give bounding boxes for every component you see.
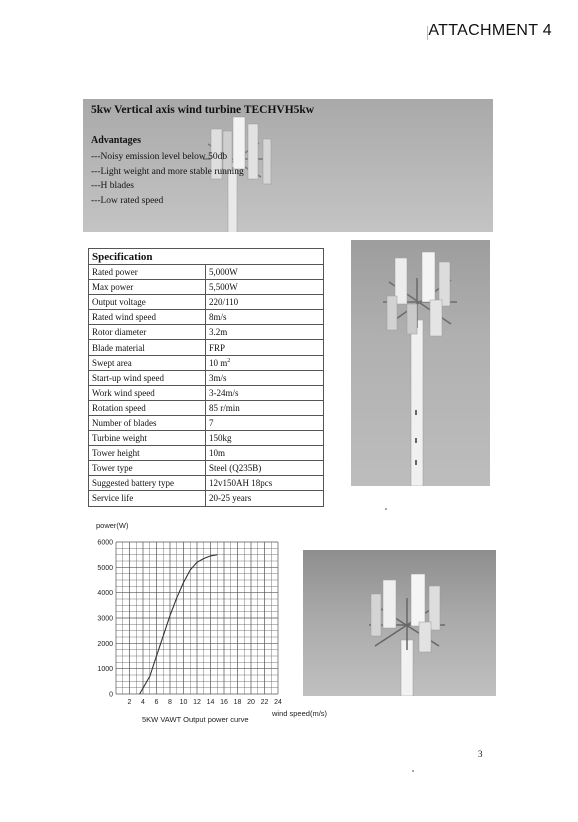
- spec-row: [89, 280, 324, 295]
- spec-value-text: 150kg: [209, 433, 232, 444]
- advantage-item: ---Light weight and more stable running: [91, 166, 244, 177]
- turbine-closeup-image: [303, 550, 496, 696]
- advantage-item: ---H blades: [91, 181, 134, 191]
- spec-row: [89, 340, 324, 355]
- spec-value: [206, 355, 324, 370]
- spec-value: [206, 265, 324, 280]
- spec-value: [206, 491, 324, 506]
- chart-grid: [116, 542, 278, 694]
- y-tick-label: 0: [109, 691, 113, 699]
- x-tick-label: 4: [141, 699, 145, 706]
- specification-heading: Specification: [89, 249, 324, 265]
- spec-value: [206, 310, 324, 325]
- spec-key: Output voltage: [89, 295, 206, 310]
- spec-key: Work wind speed: [89, 385, 206, 400]
- y-tick-label: 5000: [97, 564, 113, 572]
- spec-value-superscript: 2: [227, 357, 231, 364]
- spec-value: [206, 370, 324, 385]
- scan-speck: [412, 770, 414, 772]
- spec-key: Tower height: [89, 446, 206, 461]
- spec-row: [89, 461, 324, 476]
- spec-row: [89, 295, 324, 310]
- spec-key: Swept area: [89, 355, 206, 370]
- turbine-photo-closeup: [303, 550, 496, 696]
- x-tick-label: 12: [193, 699, 201, 706]
- spec-value-text: 3-24m/s: [209, 387, 239, 398]
- x-tick-label: 6: [154, 699, 159, 706]
- spec-value: [206, 280, 324, 295]
- spec-value: [206, 415, 324, 430]
- x-tick-label: 18: [233, 699, 242, 706]
- turbine-photo-tower: [351, 240, 490, 486]
- spec-value: [206, 431, 324, 446]
- spec-value-text: 10m: [209, 448, 226, 459]
- advantage-item: ---Low rated speed: [91, 195, 164, 206]
- x-tick-label: 24: [274, 699, 282, 706]
- x-tick-label: 20: [247, 699, 255, 706]
- product-title: 5kw Vertical axis wind turbine TECHVH5kw: [91, 104, 315, 116]
- spec-value-text: 10 m: [209, 357, 228, 368]
- spec-row: [89, 491, 324, 506]
- spec-key: Turbine weight: [89, 431, 206, 446]
- spec-value-text: 5,500W: [209, 282, 238, 293]
- spec-value: [206, 461, 324, 476]
- advantages-heading: Advantages: [91, 135, 142, 146]
- x-tick-label: 16: [220, 699, 228, 706]
- specification-body: [89, 265, 324, 507]
- spec-value-text: 8m/s: [209, 312, 227, 323]
- attachment-label: ATTACHMENT 4: [428, 22, 552, 39]
- y-axis-label: power(W): [96, 521, 129, 530]
- spec-value-text: 3.2m: [209, 327, 228, 338]
- spec-row: [89, 385, 324, 400]
- x-tick-labels: [128, 699, 282, 706]
- spec-value-text: Steel (Q235B): [209, 463, 262, 474]
- y-tick-label: 1000: [97, 666, 113, 674]
- y-tick-label: 6000: [97, 539, 113, 547]
- spec-key: Rated wind speed: [89, 310, 206, 325]
- x-axis-label: wind speed(m/s): [272, 709, 328, 718]
- x-tick-label: 10: [179, 699, 188, 706]
- y-tick-label: 4000: [97, 590, 113, 598]
- spec-value-text: 85 r/min: [209, 402, 240, 413]
- spec-row: [89, 431, 324, 446]
- x-tick-label: 14: [206, 699, 215, 706]
- spec-value-text: 7: [209, 417, 214, 428]
- spec-row: [89, 400, 324, 415]
- spec-row: [89, 355, 324, 370]
- spec-row: [89, 370, 324, 385]
- y-tick-labels: [97, 540, 113, 699]
- scan-speck: [385, 508, 387, 510]
- spec-value-text: 220/110: [209, 297, 239, 308]
- spec-value-text: 12v150AH 18pcs: [209, 478, 273, 489]
- spec-value: [206, 476, 324, 491]
- spec-value: [206, 446, 324, 461]
- x-tick-label: 8: [168, 699, 172, 706]
- spec-row: [89, 325, 324, 340]
- advantage-item: ---Noisy emission level below 50db: [91, 152, 228, 162]
- spec-key: Rated power: [89, 265, 206, 280]
- spec-key: Blade material: [89, 340, 206, 355]
- spec-key: Service life: [89, 491, 206, 506]
- hero-banner: [83, 99, 493, 232]
- spec-row: [89, 265, 324, 280]
- spec-value-text: 3m/s: [209, 372, 227, 383]
- spec-key: Rotor diameter: [89, 325, 206, 340]
- spec-row: [89, 415, 324, 430]
- spec-value: [206, 325, 324, 340]
- spec-value-text: 5,000W: [209, 267, 238, 278]
- spec-key: Suggested battery type: [89, 476, 206, 491]
- spec-value: [206, 385, 324, 400]
- y-tick-label: 2000: [97, 640, 113, 648]
- spec-key: Max power: [89, 280, 206, 295]
- x-tick-label: 2: [127, 699, 132, 706]
- spec-row: [89, 310, 324, 325]
- spec-key: Rotation speed: [89, 400, 206, 415]
- spec-value-text: 20-25 years: [209, 493, 252, 504]
- spec-row: [89, 476, 324, 491]
- x-tick-label: 22: [260, 699, 269, 706]
- specification-table: [88, 248, 324, 507]
- turbine-photo-image: [351, 240, 490, 486]
- spec-row: [89, 446, 324, 461]
- spec-key: Tower type: [89, 461, 206, 476]
- spec-value: [206, 295, 324, 310]
- y-tick-label: 3000: [97, 615, 113, 623]
- spec-key: Number of blades: [89, 415, 206, 430]
- chart-caption: 5KW VAWT Output power curve: [142, 715, 249, 724]
- spec-value: [206, 400, 324, 415]
- page-number: 3: [478, 749, 483, 759]
- spec-key: Start-up wind speed: [89, 370, 206, 385]
- advantages-list: [91, 150, 244, 208]
- spec-value: [206, 340, 324, 355]
- spec-value-text: FRP: [209, 342, 226, 353]
